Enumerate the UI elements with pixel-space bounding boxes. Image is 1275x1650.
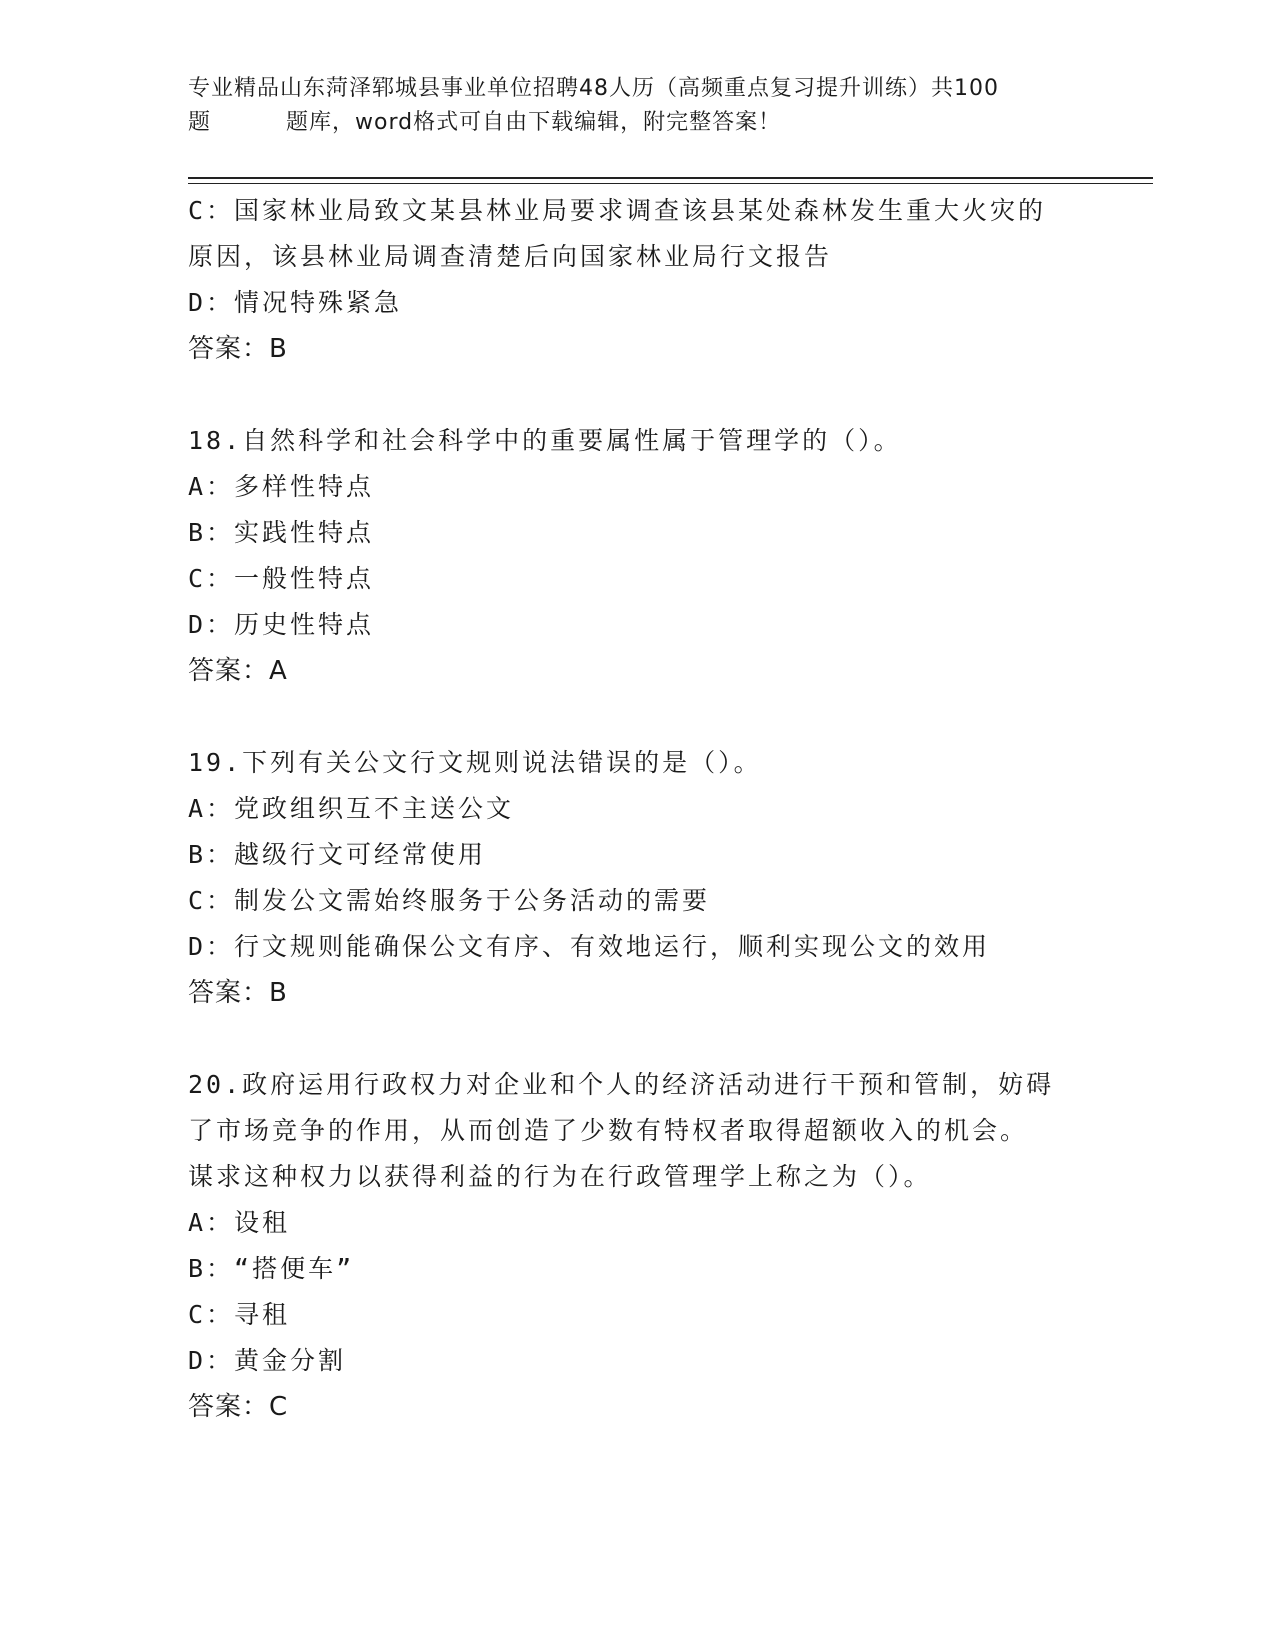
header-title-line-2: [188, 106, 1088, 140]
option-c: C：制发公文需始终服务于公务活动的需要: [188, 886, 711, 915]
header-divider-thin: [188, 183, 1153, 184]
option-c-line-2: 原因，该县林业局调查清楚后向国家林业局行文报告: [188, 242, 833, 271]
answer: 答案：B: [188, 334, 288, 364]
question-20: [188, 1062, 1088, 1430]
option-d: D：历史性特点: [188, 610, 375, 639]
option-a: A：党政组织互不主送公文: [188, 794, 515, 823]
option-a: A：多样性特点: [188, 472, 375, 501]
option-a: A：设租: [188, 1208, 291, 1237]
header-divider-thick: [188, 177, 1153, 179]
option-c: C：一般性特点: [188, 564, 375, 593]
option-b: B：“搭便车”: [188, 1254, 355, 1283]
option-d: D：行文规则能确保公文有序、有效地运行，顺利实现公文的效用: [188, 932, 991, 961]
option-c-line-1: C：国家林业局致文某县林业局要求调查该县某处森林发生重大火灾的: [188, 196, 1047, 225]
answer: 答案：B: [188, 978, 288, 1008]
header-title-line-2-start: 题: [188, 110, 212, 135]
header-title-line-1: 专业精品山东菏泽郓城县事业单位招聘48人历（高频重点复习提升训练）共100: [188, 76, 999, 101]
option-c: C：寻租: [188, 1300, 291, 1329]
question-stem-line-3: 谋求这种权力以获得利益的行为在行政管理学上称之为（）。: [188, 1162, 932, 1191]
option-b: B：越级行文可经常使用: [188, 840, 487, 869]
answer: 答案：C: [188, 1392, 289, 1422]
option-d: D：黄金分割: [188, 1346, 347, 1375]
header-title-line-2-end: 题库，word格式可自由下载编辑，附完整答案！: [286, 110, 782, 135]
page-header: [188, 72, 1088, 140]
question-stem-line-1: 20.政府运用行政权力对企业和个人的经济活动进行干预和管制，妨碍: [188, 1070, 1055, 1099]
question-19: [188, 740, 1088, 1016]
question-list: [188, 188, 1088, 1476]
question-stem: 19.下列有关公文行文规则说法错误的是（）。: [188, 748, 762, 777]
question-17-continued: [188, 188, 1088, 372]
question-stem-line-2: 了市场竞争的作用，从而创造了少数有特权者取得超额收入的机会。: [188, 1116, 1029, 1145]
option-b: B：实践性特点: [188, 518, 375, 547]
question-18: [188, 418, 1088, 694]
question-stem: 18.自然科学和社会科学中的重要属性属于管理学的（）。: [188, 426, 902, 455]
option-d: D：情况特殊紧急: [188, 288, 403, 317]
answer: 答案：A: [188, 656, 288, 686]
